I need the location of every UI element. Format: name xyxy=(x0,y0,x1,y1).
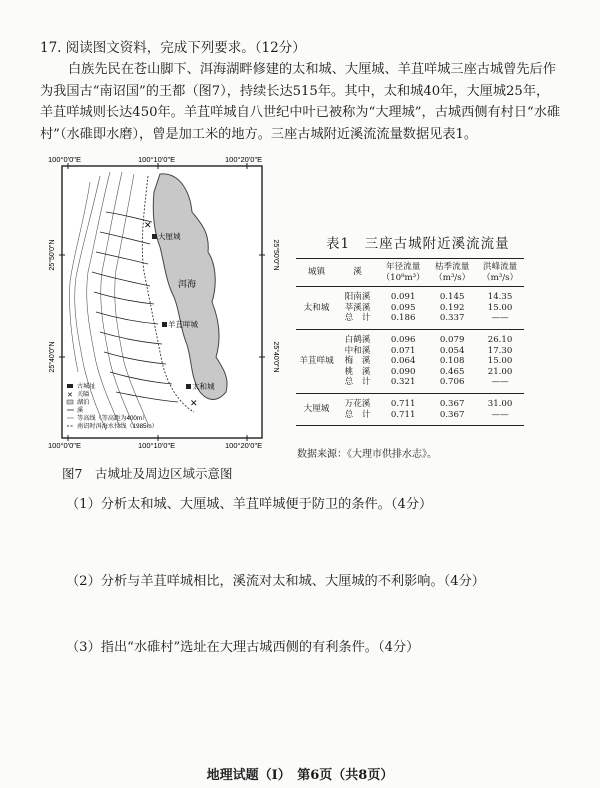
town-cell: 大厘城 xyxy=(296,393,337,425)
table-row xyxy=(296,393,524,425)
town-label: 大厘城 xyxy=(158,232,181,241)
annual-cell: 0.096 0.071 0.064 0.090 0.321 xyxy=(378,329,428,393)
lat-label: 25°50'0"N xyxy=(49,239,56,271)
flood-cell: 14.35 15.00 —— xyxy=(487,292,513,324)
legend-pass-icon: ✕ xyxy=(67,392,73,399)
legend-label: 溪 xyxy=(77,407,84,414)
stream-cell: 万花溪 总 计 xyxy=(337,393,378,425)
lon-label: 100°20'0"E xyxy=(225,441,263,450)
subquestion-2: （2）分析与羊苴咩城相比，溪流对太和城、大厘城的不利影响。（4分） xyxy=(66,574,485,589)
town-marker xyxy=(162,322,167,327)
map-svg xyxy=(40,152,290,452)
legend-lake-icon xyxy=(67,400,73,404)
town-marker xyxy=(186,384,191,389)
legend-label: 南诏时洱海水位线（1985m） xyxy=(77,423,158,430)
header-dry: 枯季流量 （m³/s） xyxy=(428,259,476,287)
lon-label: 100°10'0"E xyxy=(138,155,176,164)
stream-cell: 白鹤溪 中和溪 梅 溪 桃 溪 总 计 xyxy=(337,329,378,393)
pass-icon: ✕ xyxy=(144,221,152,231)
table-source: 数据来源：《大理市供排水志》。 xyxy=(297,449,437,460)
dry-cell: 0.145 0.192 0.337 xyxy=(439,292,465,324)
legend-label: 湖泊 xyxy=(77,399,90,406)
lat-label: 25°40'0"N xyxy=(49,341,56,373)
table-header-row xyxy=(296,259,524,287)
legend-label: 关隘 xyxy=(77,391,90,398)
pass-icon: ✕ xyxy=(190,399,198,409)
lon-label: 100°10'0"E xyxy=(138,441,176,450)
map-figure xyxy=(40,152,290,452)
question-title: 17. 阅读图文资料，完成下列要求。（12分） xyxy=(40,40,306,56)
header-town: 城镇 xyxy=(296,259,337,287)
lon-label: 100°0'0"E xyxy=(48,155,81,164)
flood-cell: 31.00 —— xyxy=(476,393,524,425)
lat-label: 25°40'0"N xyxy=(272,341,279,373)
dry-cell: 0.367 0.367 xyxy=(428,393,476,425)
dry-cell: 0.079 0.054 0.108 0.465 0.706 xyxy=(428,329,476,393)
header-annual: 年径流量 （10⁸m³） xyxy=(378,259,428,287)
annual-cell: 0.711 0.711 xyxy=(378,393,428,425)
town-cell: 羊苴咩城 xyxy=(296,329,337,393)
legend-town-icon xyxy=(67,384,73,388)
flow-table xyxy=(296,258,524,426)
lake-label: 洱海 xyxy=(178,280,197,290)
figure-caption: 图7 古城址及周边区域示意图 xyxy=(62,466,233,481)
legend-label: 等高线（等高距为400m） xyxy=(77,415,149,422)
lon-label: 100°20'0"E xyxy=(225,155,263,164)
town-label: 羊苴咩城 xyxy=(168,320,198,329)
annual-cell: 0.091 0.095 0.186 xyxy=(390,292,416,324)
legend-label: 古城址 xyxy=(77,383,96,390)
table-title: 表1 三座古城附近溪流流量 xyxy=(326,236,510,252)
subquestion-1: （1）分析太和城、大厘城、羊苴咩城便于防卫的条件。（4分） xyxy=(66,497,433,512)
header-flood: 洪峰流量 （m³/s） xyxy=(476,259,524,287)
stream-cell: 阳南溪 莘溪溪 总 计 xyxy=(344,292,371,324)
table-row xyxy=(296,329,524,393)
town-cell: 太和城 xyxy=(303,302,330,313)
page-footer: 地理试题（Ⅰ） 第6页（共8页） xyxy=(206,768,394,783)
town-label: 太和城 xyxy=(192,382,215,391)
table-row xyxy=(296,287,524,330)
header-stream: 溪 xyxy=(337,259,378,287)
lat-label: 25°50'0"N xyxy=(272,239,279,271)
subquestion-3: （3）指出“水碓村”选址在大理古城西侧的有利条件。（4分） xyxy=(66,640,420,655)
question-paragraph: 白族先民在苍山脚下、洱海湖畔修建的太和城、大厘城、羊苴咩城三座古城曾先后作为我国古“南诏国”的王都（图7），持续长达515年。其中，太和城40年，大厘城25年，羊苴咩城则长达450年。羊苴咩城自八世纪中叶已被称为“大理城”，古城西侧有村日“水碓村”（水碓即水磨），曾是加工米的地方。三座古城附近溪流流量数据见表1。 xyxy=(40,62,561,142)
flood-cell: 26.10 17.30 15.00 21.00 —— xyxy=(476,329,524,393)
lon-label: 100°0'0"E xyxy=(48,441,81,450)
town-marker xyxy=(152,234,157,239)
